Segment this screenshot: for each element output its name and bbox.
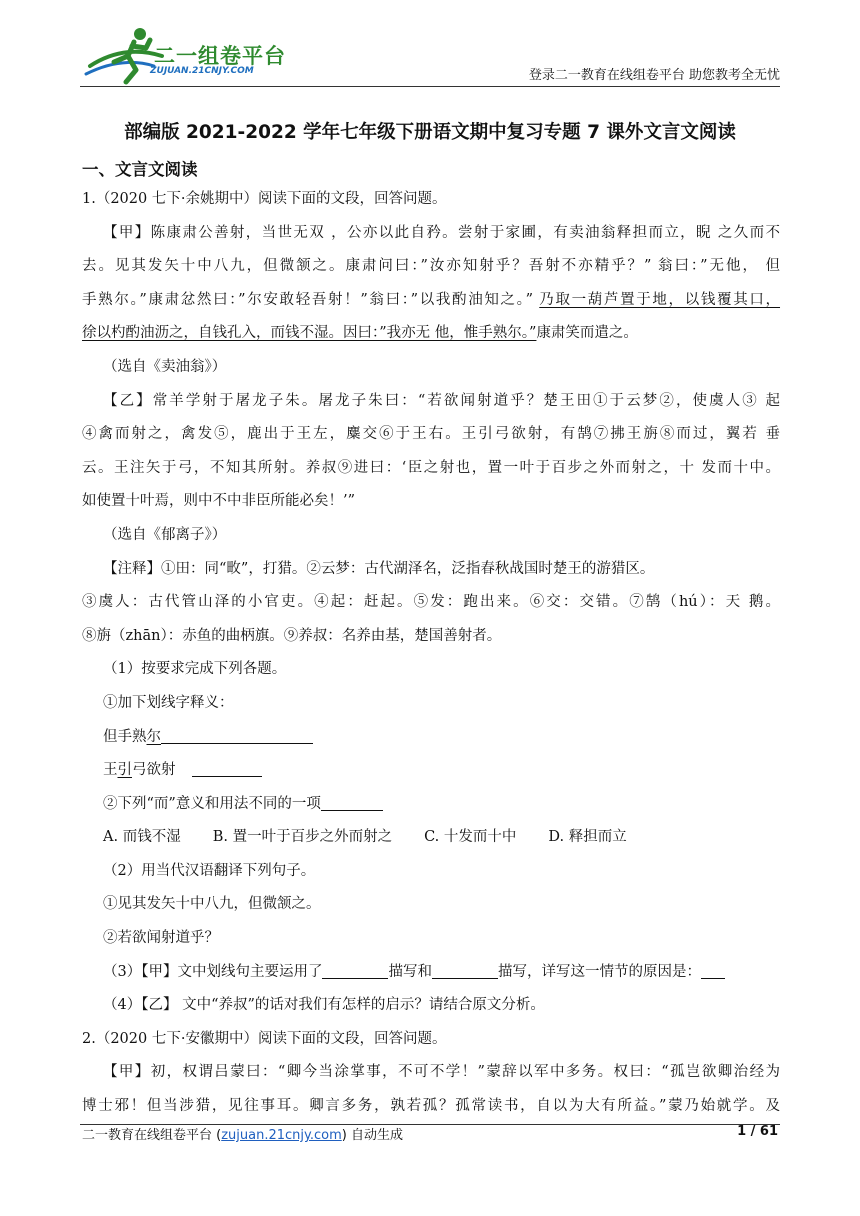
passage-line [82,317,780,351]
passage-line: 【甲】初，权谓吕蒙曰：“卿今当涂掌事，不可不学！”蒙辞以军中多务。权曰：“孤岂欲卿治经为 [103,1064,780,1081]
passage-line: 【甲】陈康肃公善射，当世无双 ，公亦以此自矜。尝射于家圃，有卖油翁释担而立，睨 之久而不 [103,224,780,241]
answer-blank[interactable] [161,728,313,744]
sub-question-part: ②若欲闻射道乎？ [103,930,219,947]
answer-blank[interactable] [321,795,383,811]
note-line: 【注释】①田：同“畋”，打猎。②云梦：古代湖泽名，泛指春秋战国时楚王的游猎区。 [103,560,655,577]
options-row [82,821,780,855]
logo-url: ZUJUAN.21CNJY.COM [150,66,254,76]
passage-line [82,284,780,318]
question-stem: 2.（2020 七下·安徽期中）阅读下面的文段，回答问题。 [82,1030,447,1047]
site-link[interactable]: zujuan.21cnjy.com [221,1128,342,1143]
underlined-word: 尔 [146,728,161,745]
sub-question-part: ①加下划线字释义： [103,694,234,711]
option-b[interactable]: B. 置一叶于百步之外而射之 [212,829,393,846]
word-item: 但手熟尔 [82,721,780,755]
sub-question-part: ②下列“而”意义和用法不同的一项 [82,788,780,822]
page-number: 1 / 61 [737,1124,778,1139]
source-citation: （选自《郁离子》） [103,526,227,543]
question-stem: 1.（2020 七下·余姚期中）阅读下面的文段，回答问题。 [82,191,447,207]
passage-text: 康肃笑而遣之。 [536,325,638,342]
answer-blank[interactable] [192,762,262,778]
header-divider [80,86,780,87]
sub-question: （1）按要求完成下列各题。 [103,661,287,678]
answer-blank[interactable] [322,963,388,979]
answer-blank[interactable] [432,963,498,979]
passage-text: 手熟尔。”康肃忿然曰：”尔安敢轻吾射！”翁曰：”以我酌油知之。” [82,291,540,308]
passage-line: 如使置十叶焉，则中不中非臣所能必矣！’” [82,493,356,510]
note-line: ⑧旃（zhān）：赤鱼的曲柄旗。⑨养叔：名养由基，楚国善射者。 [82,627,502,644]
answer-blank[interactable] [701,963,725,979]
footer-credit: 二一教育在线组卷平台 (zujuan.21cnjy.com) 自动生成 [82,1128,403,1143]
option-a[interactable]: A. 而钱不湿 [103,829,181,846]
passage-line: 博士邪！但当涉猎，见往事耳。卿言多务，孰若孤？孤常读书，自以为大有所益。”蒙乃始就学。及 [82,1098,780,1115]
option-d[interactable]: D. 释担而立 [548,829,627,846]
document-title: 部编版 2021-2022 学年七年级下册语文期中复习专题 7 课外文言文阅读 [124,122,736,143]
sub-question: （2）用当代汉语翻译下列句子。 [103,862,316,879]
sub-question: （3）【甲】文中划线句主要运用了 描写和 描写，详写这一情节的原因是： [82,956,780,990]
passage-line: 【乙】常羊学射于屠龙子朱。屠龙子朱曰：“若欲闻射道乎？楚王田①于云梦②，使虞人③ 起 [103,392,780,409]
word-item: 王引弓欲射 [82,754,780,788]
underlined-word: 引 [117,762,132,779]
document-body [82,183,780,1124]
sub-question-part: ①见其发矢十中八九，但微颔之。 [103,896,321,913]
passage-line: 云。王注矢于弓，不知其所射。养叔⑨进曰：‘臣之射也，置一叶于百步之外而射之，十 发而十中。 [82,459,780,476]
header-slogan: 登录二一教育在线组卷平台 助您教考全无忧 [528,68,780,83]
source-citation: （选自《卖油翁》） [103,358,227,375]
option-c[interactable]: C. 十发而十中 [424,829,517,846]
underlined-sentence: 徐以杓酌油沥之，自钱孔入，而钱不湿。因曰：”我亦无 他，惟手熟尔。” [82,325,537,342]
logo-title: 二一组卷平台 [154,44,286,68]
sub-question: （4）【乙】 文中“养叔”的话对我们有怎样的启示？请结合原文分析。 [103,997,545,1014]
section-heading: 一、文言文阅读 [82,160,198,179]
underlined-sentence: 乃取一葫芦置于地，以钱覆其口， [539,291,781,308]
note-line: ③虞人：古代管山泽的小官吏。④起：赶起。⑤发：跑出来。⑥交：交错。⑦鹄（hú）：天 鹅。 [82,594,780,611]
page-header [0,0,860,95]
passage-line: 去。见其发矢十中八九，但微颔之。康肃问曰：”汝亦知射乎？吾射不亦精乎？” 翁曰：”无他， 但 [82,258,780,275]
passage-line: ④禽而射之，禽发⑤，鹿出于王左，麋交⑥于王右。王引弓欲射，有鹄⑦拂王旃⑧而过，翼若 垂 [82,426,780,443]
